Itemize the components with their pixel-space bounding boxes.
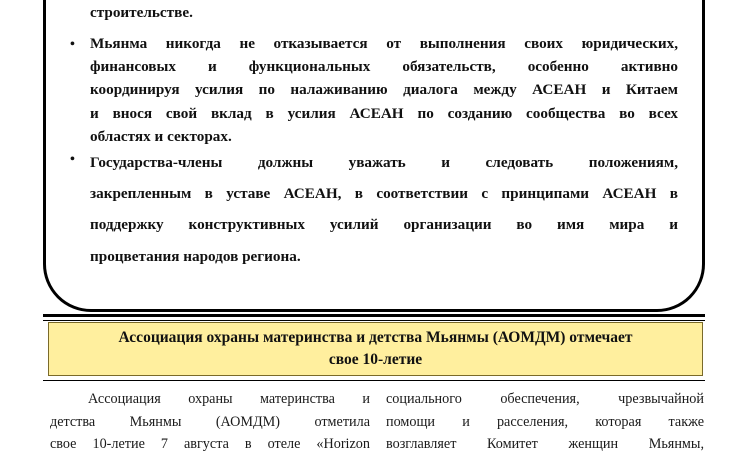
bullet-line: закрепленным в уставе АСЕАН, в соответствии с принципами АСЕАН в	[90, 185, 678, 203]
divider-bottom	[43, 380, 705, 381]
article-title-line-1: Ассоциация охраны материнства и детства Мьянмы (АОМДМ) отмечает	[118, 329, 633, 346]
bullet-item-1	[90, 32, 678, 148]
bullet-line: поддержку конструктивных усилий организации во имя мира и	[90, 216, 678, 234]
bullet-line: финансовых и функциональных обязательств, особенно активно	[90, 58, 678, 76]
paragraph-line: социального обеспечения, чрезвычайной	[386, 391, 704, 407]
bullet-line: Мьянма никогда не отказывается от выполнения своих юридических,	[90, 35, 678, 52]
bullet-marker: •	[70, 152, 75, 167]
bullet-line: процветания народов региона.	[90, 247, 301, 265]
paragraph-line: детства Мьянмы (АОМДМ) отметила	[50, 413, 370, 430]
bullet-item-2	[90, 147, 678, 272]
paragraph-line: возглавляет Комитет женщин Мьянмы,	[386, 436, 704, 452]
box-first-line: строительстве.	[90, 4, 193, 21]
article-title-banner	[48, 322, 703, 376]
bullet-line: и внося свой вклад в усилия АСЕАН по созданию сообщества во всех	[90, 104, 678, 122]
divider-thick	[43, 314, 705, 317]
paragraph-line: помощи и расселения, которая также	[386, 413, 704, 430]
bullet-line: Государства-члены должны уважать и следовать положениям,	[90, 154, 678, 171]
paragraph-line: Ассоциация охраны материнства и	[88, 391, 370, 407]
bullet-line: координируя усилия по налаживанию диалога между АСЕАН и Китаем	[90, 81, 678, 99]
article-column-left	[50, 388, 370, 456]
paragraph-line: свое 10-летие 7 августа в отеле «Horizon	[50, 436, 370, 452]
article-title-line-2: свое 10-летие	[328, 351, 423, 368]
bullet-line: областях и секторах.	[90, 127, 232, 145]
bullet-marker: •	[70, 37, 75, 52]
divider-thin	[43, 320, 705, 321]
article-column-right	[386, 388, 704, 456]
